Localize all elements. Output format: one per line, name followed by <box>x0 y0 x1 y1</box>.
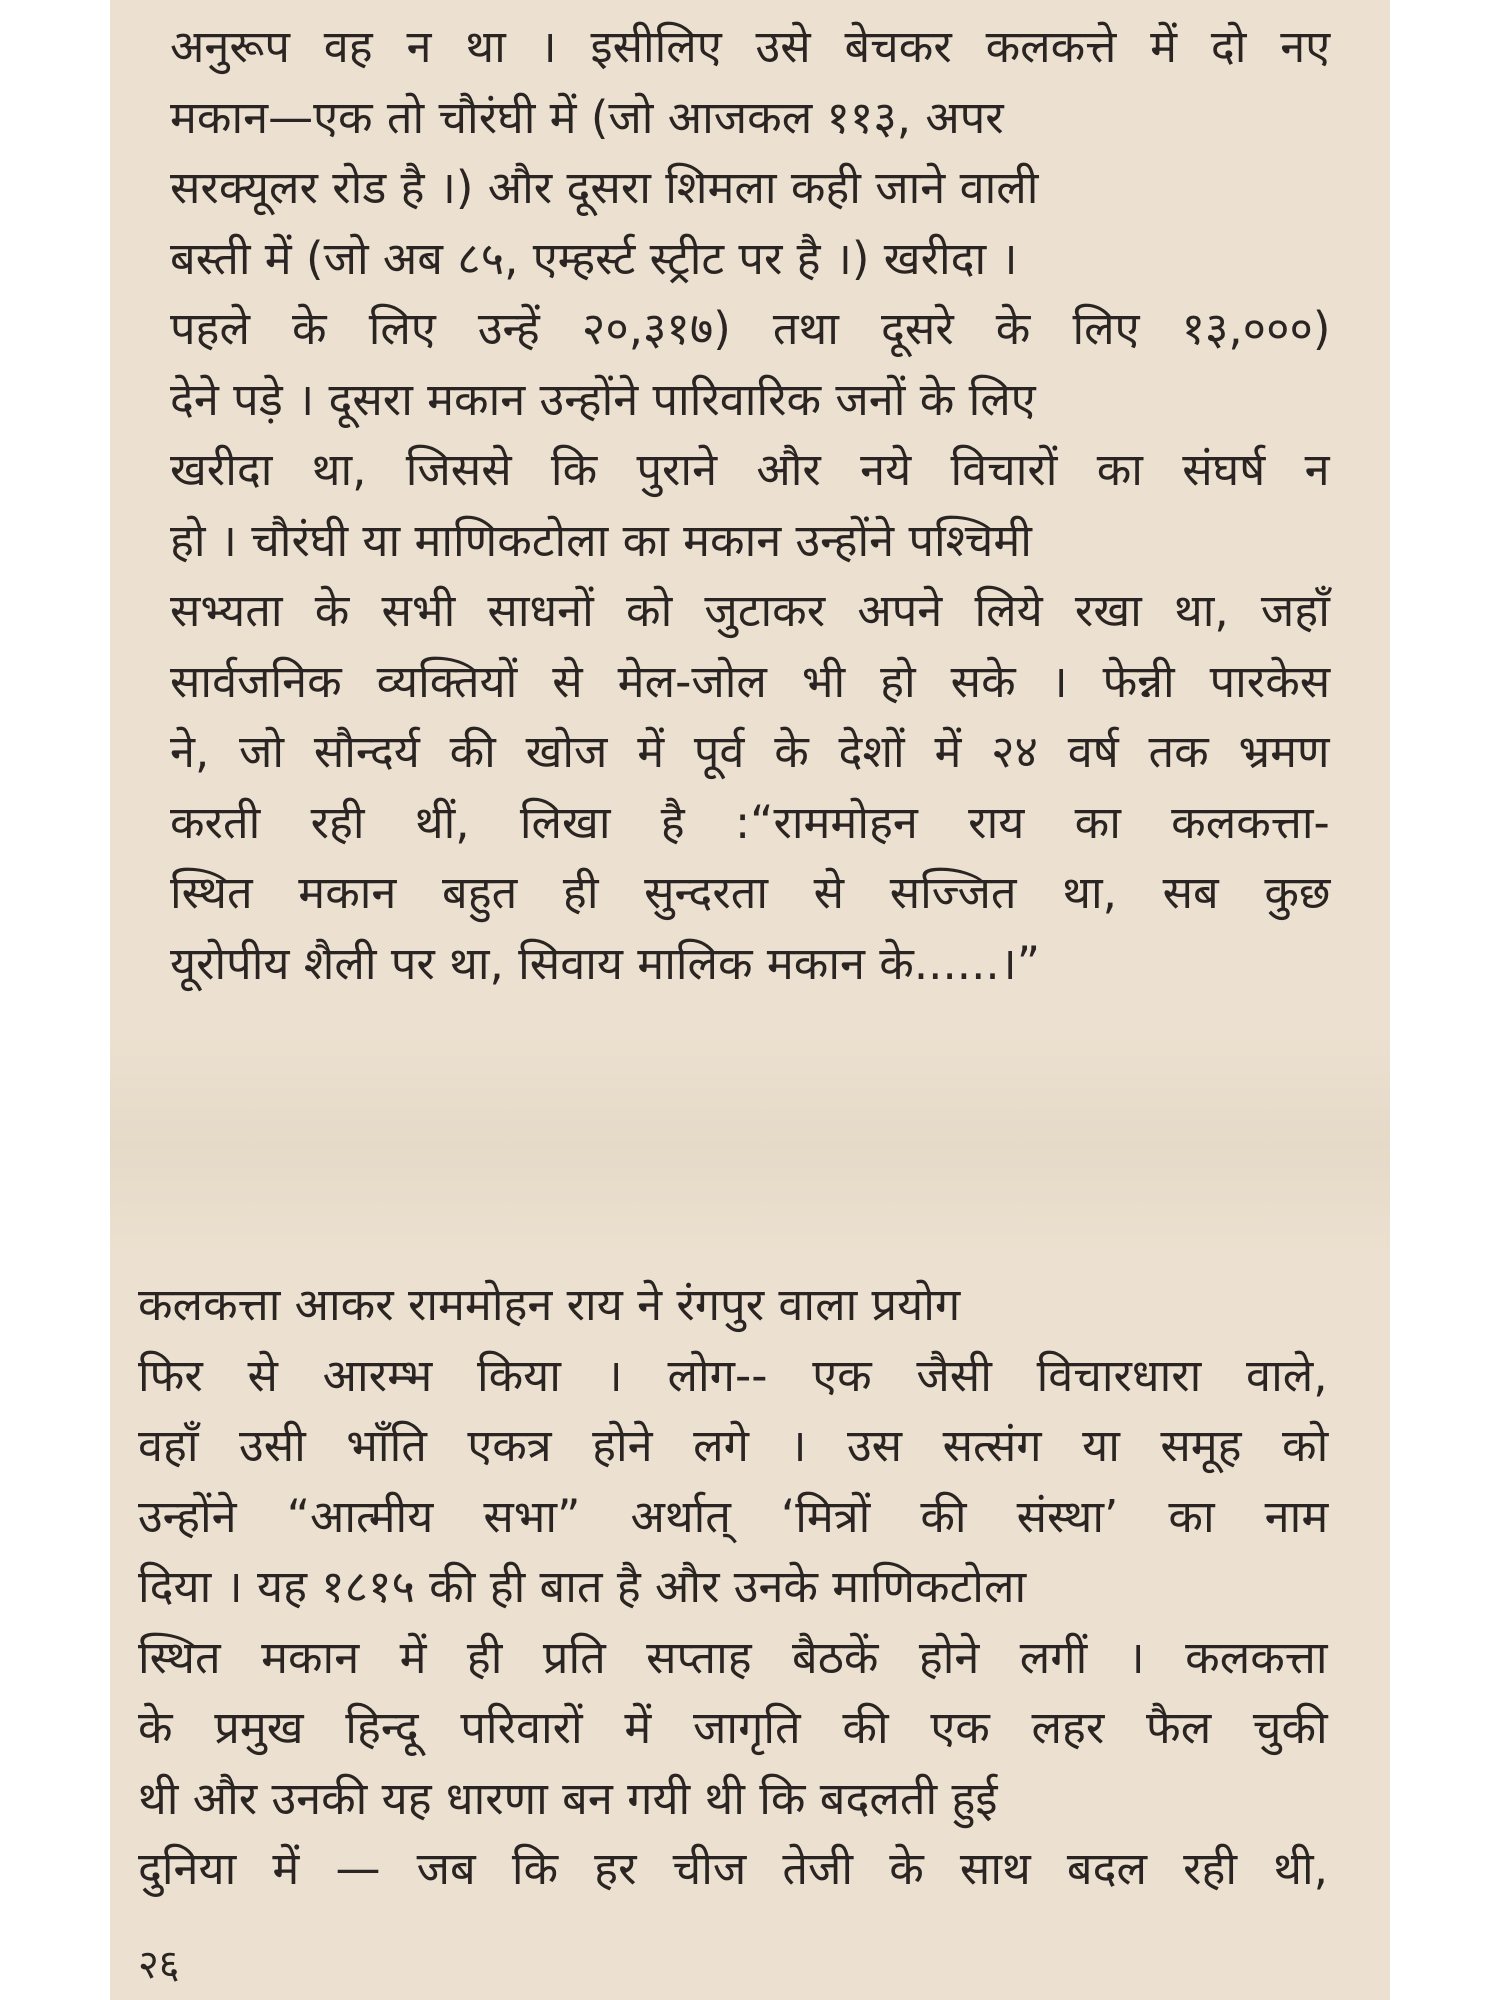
text-line: देने पड़े । दूसरा मकान उन्होंने पारिवारिक जनों के लिए <box>170 372 1036 426</box>
show-through-area <box>110 1030 1390 1260</box>
text-line: मकान—एक तो चौरंघी में (जो आजकल ११३, अपर <box>170 90 1004 144</box>
text-line: वहाँ उसी भाँति एकत्र होने लगे । उस सत्संग या समूह को <box>138 1419 1329 1472</box>
text-line: दिया । यह १८१५ की ही बात है और उनके माणिकटोला <box>138 1560 1027 1613</box>
text-line: ने, जो सौन्दर्य की खोज में पूर्व के देशों में २४ वर्ष तक भ्रमण <box>170 725 1330 778</box>
text-line: सरक्यूलर रोड है ।) और दूसरा शिमला कही जाने वाली <box>170 161 1039 214</box>
text-line: के प्रमुख हिन्दू परिवारों में जागृति की एक लहर फैल चुकी <box>138 1701 1328 1754</box>
text-line: सार्वजनिक व्यक्तियों से मेल-जोल भी हो सके । फेन्नी पारकेस <box>170 654 1331 708</box>
page-number: २६ <box>138 1942 180 1988</box>
paragraph-two <box>138 1270 1328 1905</box>
text-line: सभ्यता के सभी साधनों को जुटाकर अपने लिये रखा था, जहाँ <box>170 584 1330 637</box>
text-line: बस्ती में (जो अब ८५, एम्हर्स्ट स्ट्रीट पर है ।) खरीदा । <box>170 231 1018 285</box>
text-line: करती रही थीं, लिखा है :“राममोहन राय का कलकत्ता- <box>170 795 1330 849</box>
paragraph-one <box>170 12 1330 999</box>
text-line: यूरोपीय शैली पर था, सिवाय मालिक मकान के......।” <box>170 936 1041 990</box>
text-line: खरीदा था, जिससे कि पुराने और नये विचारों का संघर्ष न <box>170 443 1330 496</box>
text-line: फिर से आरम्भ किया । लोग-- एक जैसी विचारधारा वाले, <box>138 1348 1328 1402</box>
text-line: कलकत्ता आकर राममोहन राय ने रंगपुर वाला प्रयोग <box>138 1278 961 1331</box>
text-line: उन्होंने “आत्मीय सभा” अर्थात् ‘मित्रों की संस्था’ का नाम <box>138 1489 1329 1543</box>
text-line: हो । चौरंघी या माणिकटोला का मकान उन्होंने पश्चिमी <box>170 513 1032 567</box>
text-line: दुनिया में — जब कि हर चीज तेजी के साथ बदल रही थी, <box>138 1842 1328 1895</box>
text-line: अनुरूप वह न था । इसीलिए उसे बेचकर कलकत्ते में दो नए <box>170 20 1331 73</box>
text-line: थी और उनकी यह धारणा बन गयी थी कि बदलती हुई <box>138 1771 998 1825</box>
text-line: स्थित मकान बहुत ही सुन्दरता से सज्जित था, सब कुछ <box>170 866 1331 919</box>
text-line: पहले के लिए उन्हें २०,३१७) तथा दूसरे के लिए १३,०००) <box>170 302 1331 355</box>
text-line: स्थित मकान में ही प्रति सप्ताह बैठकें होने लगीं । कलकत्ता <box>138 1630 1328 1684</box>
book-page <box>110 0 1390 2000</box>
